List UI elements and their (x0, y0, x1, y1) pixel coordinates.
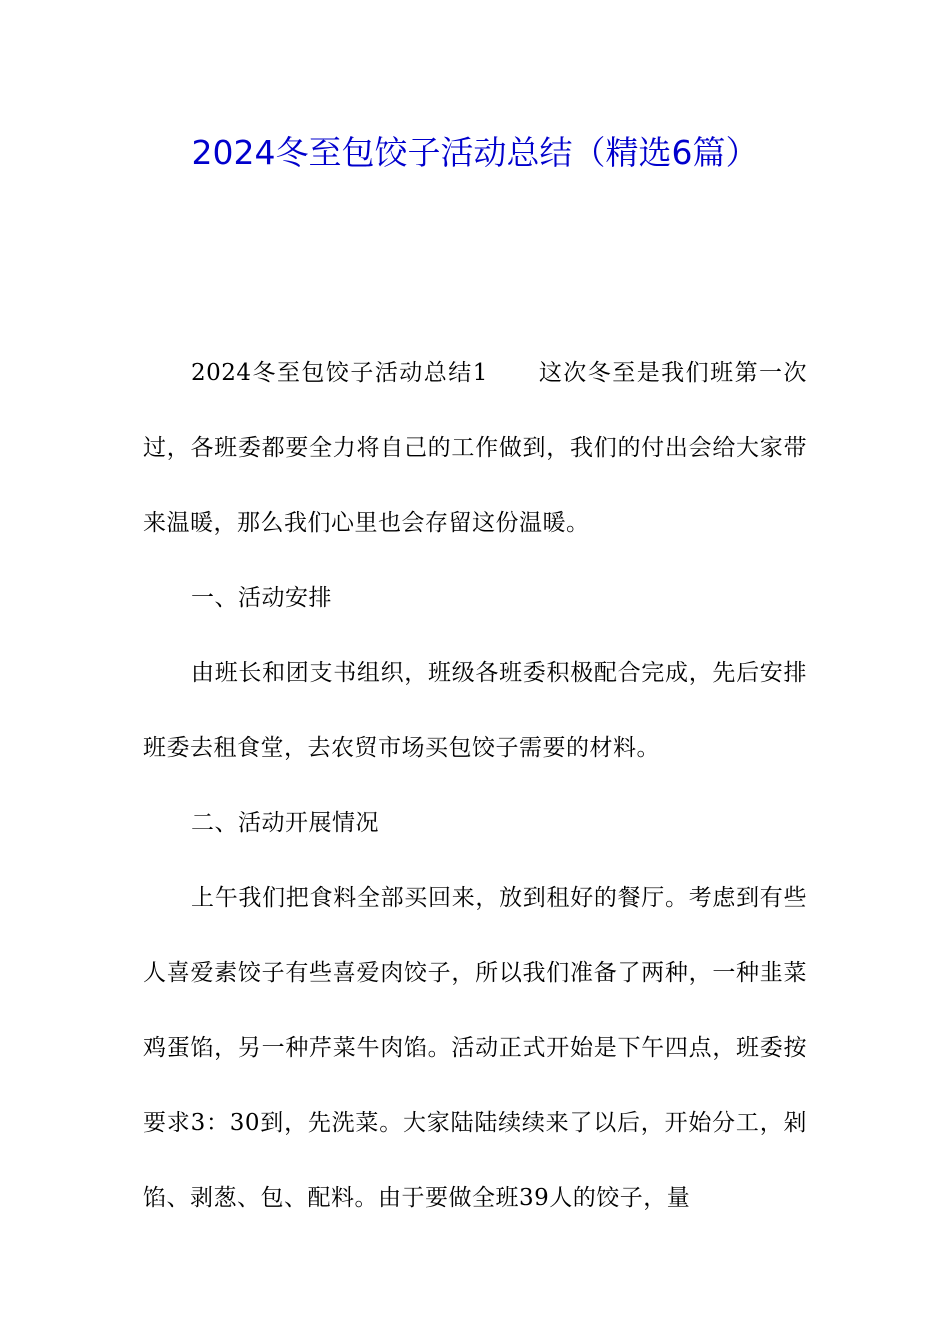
section-subtitle: 2024冬至包饺子活动总结1 (191, 360, 488, 386)
heading-activity-progress: 二、活动开展情况 (191, 810, 379, 836)
document-title: 2024冬至包饺子活动总结（精选6篇） (191, 133, 759, 172)
document-body (143, 336, 807, 1236)
intro-text: 这次冬至是我们班第一次过，各班委都要全力将自己的工作做到，我们的付出会给大家带来温暖，那么我们心里也会存留这份温暖。 (143, 360, 808, 536)
paragraph-activity-progress: 上午我们把食料全部买回来，放到租好的餐厅。考虑到有些人喜爱素饺子有些喜爱肉饺子，所以我们准备了两种，一种韭菜鸡蛋馅，另一种芹菜牛肉馅。活动正式开始是下午四点，班委按要求3：30到，先洗菜。大家陆陆续续来了以后，开始分工，剁馅、剥葱、包、配料。由于要做全班39人的饺子，量 (143, 885, 807, 1211)
paragraph-activity-arrangement: 由班长和团支书组织，班级各班委积极配合完成，先后安排班委去租食堂，去农贸市场买包饺子需要的材料。 (143, 660, 807, 761)
intro-paragraph (143, 336, 807, 561)
heading-activity-arrangement: 一、活动安排 (191, 585, 332, 611)
